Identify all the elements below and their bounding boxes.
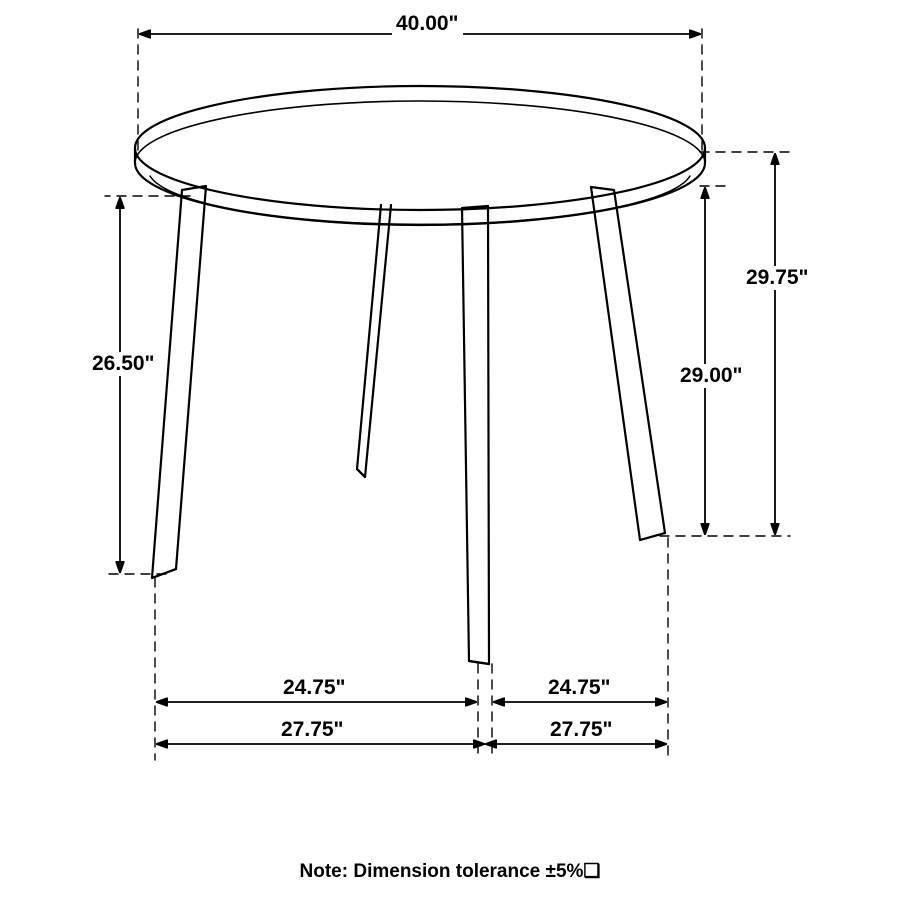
table-top — [135, 86, 705, 225]
extension-lines — [105, 22, 790, 760]
dim-label-table-width: 40.00" — [392, 12, 463, 36]
dimension-lines — [120, 34, 775, 744]
dim-label-table-height-apron: 29.00" — [676, 364, 747, 388]
dim-label-leg-span-right-inner: 24.75" — [544, 676, 615, 700]
leg-front-left — [152, 186, 206, 578]
table-underside — [150, 176, 690, 224]
dim-label-table-height-total: 29.75" — [742, 266, 813, 290]
dim-label-leg-span-left-inner: 24.75" — [279, 676, 350, 700]
dim-label-leg-span-right-outer: 27.75" — [546, 718, 617, 742]
dim-label-leg-span-left-outer: 27.75" — [277, 718, 348, 742]
dim-label-leg-height: 26.50" — [88, 352, 159, 376]
leg-center-front — [462, 206, 489, 664]
leg-front-right — [591, 187, 665, 540]
leg-back — [357, 205, 391, 477]
tolerance-note: Note: Dimension tolerance ±5%❑ — [299, 861, 601, 882]
